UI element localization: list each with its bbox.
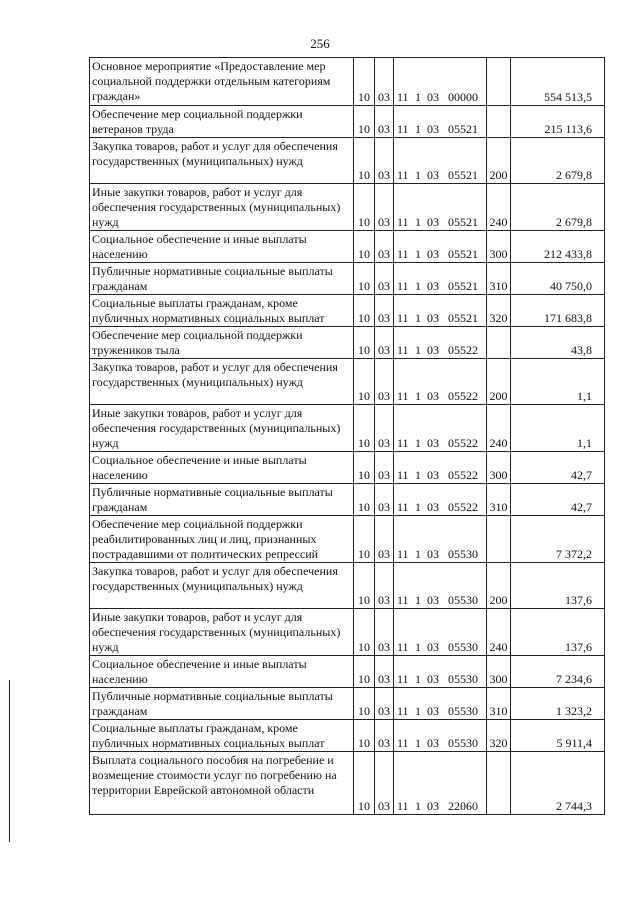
amount-value: 7 372,2 <box>511 516 605 563</box>
target-direction-code: 05521 <box>448 215 478 229</box>
target-direction-code: 00000 <box>448 90 478 104</box>
amount-value: 554 513,5 <box>511 58 605 106</box>
table-row <box>90 295 605 327</box>
target-event-code: 03 <box>427 672 439 686</box>
section-code: 10 <box>354 106 375 138</box>
target-article-code <box>394 327 487 359</box>
budget-table-body <box>90 58 605 815</box>
subsection-code: 03 <box>375 405 394 452</box>
subsection-code: 03 <box>375 184 394 231</box>
target-article-code <box>394 656 487 688</box>
section-code: 10 <box>354 263 375 295</box>
row-name: Социальные выплаты гражданам, кроме публичных нормативных социальных выплат <box>90 720 354 752</box>
expense-type-code <box>487 58 511 106</box>
target-event-code: 03 <box>427 247 439 261</box>
target-subprogram-code: 1 <box>415 343 421 357</box>
subsection-code: 03 <box>375 231 394 263</box>
amount-value: 5 911,4 <box>511 720 605 752</box>
row-name: Основное мероприятие «Предоставление мер социальной поддержки отдельным категориям граждан» <box>90 58 354 106</box>
expense-type-code: 300 <box>487 452 511 484</box>
table-row <box>90 609 605 656</box>
page-number: 256 <box>310 36 330 51</box>
target-event-code: 03 <box>427 279 439 293</box>
subsection-code: 03 <box>375 58 394 106</box>
subsection-code: 03 <box>375 263 394 295</box>
section-code: 10 <box>354 752 375 815</box>
target-article-code <box>394 752 487 815</box>
target-program-code: 11 <box>397 215 409 229</box>
target-article-code <box>394 138 487 184</box>
target-subprogram-code: 1 <box>415 311 421 325</box>
subsection-code: 03 <box>375 484 394 516</box>
target-direction-code: 05522 <box>448 500 478 514</box>
subsection-code: 03 <box>375 138 394 184</box>
target-program-code: 11 <box>397 90 409 104</box>
target-direction-code: 05530 <box>448 736 478 750</box>
expense-type-code <box>487 106 511 138</box>
amount-value: 42,7 <box>511 484 605 516</box>
target-program-code: 11 <box>397 468 409 482</box>
row-name: Социальное обеспечение и иные выплаты населению <box>90 656 354 688</box>
amount-value: 42,7 <box>511 452 605 484</box>
expense-type-code <box>487 327 511 359</box>
target-article-code <box>394 405 487 452</box>
amount-value: 2 679,8 <box>511 184 605 231</box>
section-code: 10 <box>354 327 375 359</box>
target-subprogram-code: 1 <box>415 672 421 686</box>
target-event-code: 03 <box>427 122 439 136</box>
target-program-code: 11 <box>397 279 409 293</box>
target-subprogram-code: 1 <box>415 122 421 136</box>
table-row <box>90 656 605 688</box>
target-event-code: 03 <box>427 311 439 325</box>
row-name: Социальное обеспечение и иные выплаты населению <box>90 231 354 263</box>
target-direction-code: 22060 <box>448 799 478 813</box>
target-article-code <box>394 58 487 106</box>
target-subprogram-code: 1 <box>415 799 421 813</box>
section-code: 10 <box>354 58 375 106</box>
target-subprogram-code: 1 <box>415 90 421 104</box>
target-program-code: 11 <box>397 436 409 450</box>
target-event-code: 03 <box>427 90 439 104</box>
table-row <box>90 138 605 184</box>
row-name: Закупка товаров, работ и услуг для обеспечения государственных (муниципальных) нужд <box>90 138 354 184</box>
section-code: 10 <box>354 452 375 484</box>
target-event-code: 03 <box>427 799 439 813</box>
amount-value: 212 433,8 <box>511 231 605 263</box>
target-subprogram-code: 1 <box>415 500 421 514</box>
target-direction-code: 05530 <box>448 672 478 686</box>
section-code: 10 <box>354 184 375 231</box>
row-name: Обеспечение мер социальной поддержки ветеранов труда <box>90 106 354 138</box>
target-program-code: 11 <box>397 799 409 813</box>
row-name: Закупка товаров, работ и услуг для обеспечения государственных (муниципальных) нужд <box>90 359 354 405</box>
row-name: Публичные нормативные социальные выплаты гражданам <box>90 688 354 720</box>
subsection-code: 03 <box>375 516 394 563</box>
margin-rule <box>9 680 10 842</box>
subsection-code: 03 <box>375 452 394 484</box>
target-subprogram-code: 1 <box>415 436 421 450</box>
expense-type-code: 300 <box>487 231 511 263</box>
amount-value: 1 323,2 <box>511 688 605 720</box>
target-direction-code: 05521 <box>448 168 478 182</box>
target-direction-code: 05522 <box>448 343 478 357</box>
target-direction-code: 05530 <box>448 547 478 561</box>
table-row <box>90 563 605 609</box>
section-code: 10 <box>354 688 375 720</box>
target-direction-code: 05530 <box>448 593 478 607</box>
section-code: 10 <box>354 609 375 656</box>
target-article-code <box>394 359 487 405</box>
row-name: Публичные нормативные социальные выплаты гражданам <box>90 263 354 295</box>
target-direction-code: 05522 <box>448 468 478 482</box>
target-subprogram-code: 1 <box>415 704 421 718</box>
amount-value: 137,6 <box>511 563 605 609</box>
target-event-code: 03 <box>427 593 439 607</box>
target-program-code: 11 <box>397 736 409 750</box>
budget-table <box>89 57 605 815</box>
table-row <box>90 752 605 815</box>
amount-value: 40 750,0 <box>511 263 605 295</box>
amount-value: 2 744,3 <box>511 752 605 815</box>
target-article-code <box>394 563 487 609</box>
expense-type-code: 200 <box>487 563 511 609</box>
table-row <box>90 263 605 295</box>
row-name: Иные закупки товаров, работ и услуг для обеспечения государственных (муниципальных) нужд <box>90 184 354 231</box>
target-subprogram-code: 1 <box>415 279 421 293</box>
target-article-code <box>394 184 487 231</box>
row-name: Публичные нормативные социальные выплаты гражданам <box>90 484 354 516</box>
target-direction-code: 05522 <box>448 436 478 450</box>
section-code: 10 <box>354 295 375 327</box>
target-subprogram-code: 1 <box>415 389 421 403</box>
target-event-code: 03 <box>427 704 439 718</box>
target-subprogram-code: 1 <box>415 168 421 182</box>
target-direction-code: 05530 <box>448 640 478 654</box>
expense-type-code <box>487 516 511 563</box>
expense-type-code: 310 <box>487 688 511 720</box>
target-article-code <box>394 231 487 263</box>
table-row <box>90 231 605 263</box>
target-article-code <box>394 609 487 656</box>
amount-value: 1,1 <box>511 405 605 452</box>
target-article-code <box>394 106 487 138</box>
target-subprogram-code: 1 <box>415 736 421 750</box>
target-direction-code: 05521 <box>448 311 478 325</box>
section-code: 10 <box>354 405 375 452</box>
amount-value: 215 113,6 <box>511 106 605 138</box>
expense-type-code: 200 <box>487 359 511 405</box>
table-row <box>90 405 605 452</box>
target-program-code: 11 <box>397 247 409 261</box>
amount-value: 137,6 <box>511 609 605 656</box>
subsection-code: 03 <box>375 720 394 752</box>
row-name: Социальное обеспечение и иные выплаты населению <box>90 452 354 484</box>
target-article-code <box>394 516 487 563</box>
table-row <box>90 184 605 231</box>
expense-type-code: 320 <box>487 720 511 752</box>
section-code: 10 <box>354 359 375 405</box>
row-name: Обеспечение мер социальной поддержки тружеников тыла <box>90 327 354 359</box>
section-code: 10 <box>354 484 375 516</box>
table-row <box>90 688 605 720</box>
amount-value: 2 679,8 <box>511 138 605 184</box>
subsection-code: 03 <box>375 295 394 327</box>
row-name: Иные закупки товаров, работ и услуг для обеспечения государственных (муниципальных) нужд <box>90 609 354 656</box>
target-program-code: 11 <box>397 168 409 182</box>
expense-type-code: 240 <box>487 405 511 452</box>
target-event-code: 03 <box>427 500 439 514</box>
subsection-code: 03 <box>375 563 394 609</box>
table-row <box>90 359 605 405</box>
expense-type-code: 320 <box>487 295 511 327</box>
target-direction-code: 05530 <box>448 704 478 718</box>
subsection-code: 03 <box>375 752 394 815</box>
section-code: 10 <box>354 516 375 563</box>
target-program-code: 11 <box>397 547 409 561</box>
target-subprogram-code: 1 <box>415 640 421 654</box>
row-name: Социальные выплаты гражданам, кроме публичных нормативных социальных выплат <box>90 295 354 327</box>
target-article-code <box>394 295 487 327</box>
section-code: 10 <box>354 720 375 752</box>
table-row <box>90 452 605 484</box>
subsection-code: 03 <box>375 656 394 688</box>
target-program-code: 11 <box>397 343 409 357</box>
target-event-code: 03 <box>427 468 439 482</box>
target-program-code: 11 <box>397 593 409 607</box>
target-direction-code: 05521 <box>448 247 478 261</box>
target-event-code: 03 <box>427 389 439 403</box>
target-program-code: 11 <box>397 672 409 686</box>
expense-type-code: 300 <box>487 656 511 688</box>
subsection-code: 03 <box>375 106 394 138</box>
target-direction-code: 05522 <box>448 389 478 403</box>
row-name: Выплата социального пособия на погребение и возмещение стоимости услуг по погребению на территории Еврейской автономной области <box>90 752 354 815</box>
target-event-code: 03 <box>427 436 439 450</box>
amount-value: 43,8 <box>511 327 605 359</box>
section-code: 10 <box>354 231 375 263</box>
target-event-code: 03 <box>427 168 439 182</box>
target-subprogram-code: 1 <box>415 593 421 607</box>
amount-value: 1,1 <box>511 359 605 405</box>
section-code: 10 <box>354 138 375 184</box>
target-subprogram-code: 1 <box>415 468 421 482</box>
subsection-code: 03 <box>375 609 394 656</box>
subsection-code: 03 <box>375 688 394 720</box>
subsection-code: 03 <box>375 327 394 359</box>
table-row <box>90 106 605 138</box>
target-program-code: 11 <box>397 500 409 514</box>
row-name: Закупка товаров, работ и услуг для обеспечения государственных (муниципальных) нужд <box>90 563 354 609</box>
target-article-code <box>394 263 487 295</box>
target-program-code: 11 <box>397 389 409 403</box>
target-event-code: 03 <box>427 736 439 750</box>
expense-type-code: 240 <box>487 184 511 231</box>
target-direction-code: 05521 <box>448 279 478 293</box>
target-event-code: 03 <box>427 215 439 229</box>
expense-type-code <box>487 752 511 815</box>
target-article-code <box>394 720 487 752</box>
section-code: 10 <box>354 563 375 609</box>
target-subprogram-code: 1 <box>415 247 421 261</box>
target-event-code: 03 <box>427 547 439 561</box>
target-event-code: 03 <box>427 343 439 357</box>
table-row <box>90 484 605 516</box>
target-article-code <box>394 484 487 516</box>
target-program-code: 11 <box>397 640 409 654</box>
table-row <box>90 720 605 752</box>
amount-value: 171 683,8 <box>511 295 605 327</box>
subsection-code: 03 <box>375 359 394 405</box>
row-name: Обеспечение мер социальной поддержки реабилитированных лиц и лиц, признанных пострадавшими от политических репрессий <box>90 516 354 563</box>
amount-value: 7 234,6 <box>511 656 605 688</box>
target-subprogram-code: 1 <box>415 215 421 229</box>
target-program-code: 11 <box>397 704 409 718</box>
row-name: Иные закупки товаров, работ и услуг для обеспечения государственных (муниципальных) нужд <box>90 405 354 452</box>
expense-type-code: 200 <box>487 138 511 184</box>
expense-type-code: 310 <box>487 263 511 295</box>
expense-type-code: 310 <box>487 484 511 516</box>
target-article-code <box>394 452 487 484</box>
target-program-code: 11 <box>397 311 409 325</box>
target-article-code <box>394 688 487 720</box>
table-row <box>90 516 605 563</box>
target-subprogram-code: 1 <box>415 547 421 561</box>
expense-type-code: 240 <box>487 609 511 656</box>
table-row <box>90 58 605 106</box>
table-row <box>90 327 605 359</box>
target-program-code: 11 <box>397 122 409 136</box>
section-code: 10 <box>354 656 375 688</box>
target-event-code: 03 <box>427 640 439 654</box>
target-direction-code: 05521 <box>448 122 478 136</box>
